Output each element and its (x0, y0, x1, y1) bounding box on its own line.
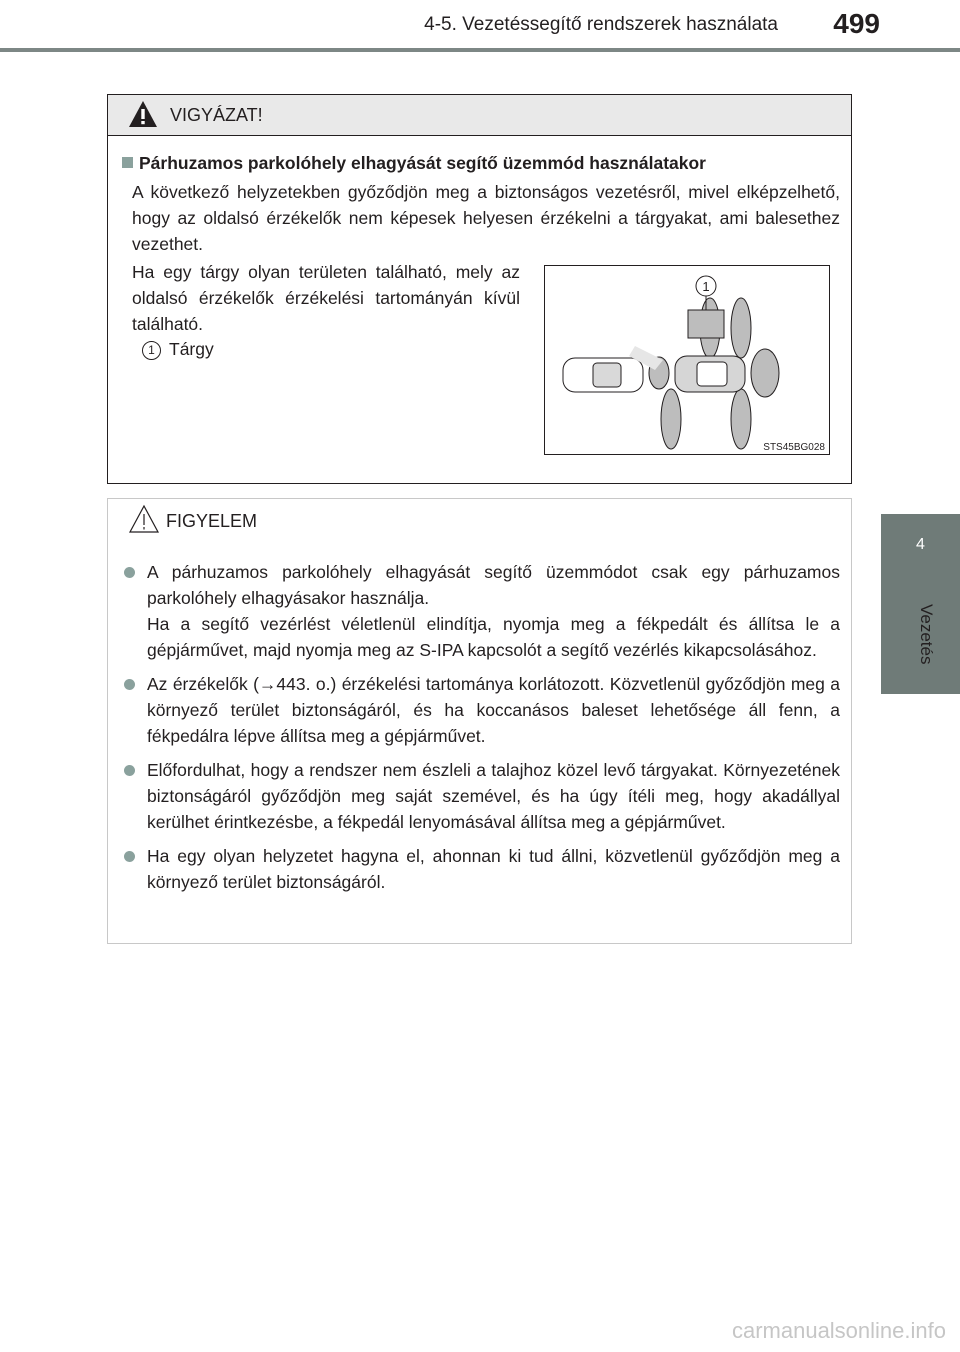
notice-box (107, 498, 852, 944)
bullet-icon (124, 765, 135, 776)
bullet-icon (124, 679, 135, 690)
warning-subheading: Párhuzamos parkolóhely elhagyását segítő üzemmód használatakor (122, 153, 706, 174)
figure-legend (142, 339, 214, 360)
warning-paragraph: A következő helyzetekben győződjön meg a biztonságos vezetésről, mivel elképzelhető, hogy az oldalsó érzékelők nem képesek helyesen érzékelni a tárgyakat, ami balesethez vezethet. (132, 182, 840, 254)
figure-code: STS45BG028 (763, 442, 825, 453)
caution-triangle-icon (128, 504, 160, 534)
notice-list (122, 559, 840, 903)
notice-text: Az érzékelők (→443. o.) érzékelési tartománya korlátozott. Közvetlenül győződjön meg a környező terület biztonságáról, és ha koccanásos baleset lehetősége áll fenn, a fékpedálra lépve állítsa meg a gépjárművet. (147, 674, 840, 746)
warning-title: VIGYÁZAT! (170, 105, 263, 125)
warning-box (107, 94, 852, 484)
parking-scene-image (545, 266, 829, 454)
legend-number: 1 (142, 341, 161, 360)
parking-illustration (544, 265, 830, 455)
figure-callout: 1 (702, 279, 710, 294)
notice-item (122, 671, 840, 749)
notice-text: Előfordulhat, hogy a rendszer nem észleli a talajhoz közel levő tárgyakat. Környezetének biztonságáról győződjön meg saját szemével, és ha úgy ítéli meg, hogy akadállyal kerülhet érintkezésbe, a fékpedál lenyomásával állítsa meg a gépjárművet. (147, 760, 840, 832)
warning-triangle-icon (128, 100, 158, 128)
notice-text: Ha egy olyan helyzetet hagyna el, ahonnan ki tud állni, közvetlenül győződjön meg a környező terület biztonságáról. (147, 846, 840, 892)
warning-paragraph-2: Ha egy tárgy olyan területen található, mely az oldalsó érzékelők érzékelési tartományán kívül található. (132, 262, 520, 334)
page-number: 499 (833, 8, 880, 39)
bullet-icon (124, 851, 135, 862)
chapter-label: Vezetés (917, 604, 936, 665)
chapter-number: 4 (916, 536, 925, 553)
notice-item (122, 757, 840, 835)
warning-header (108, 95, 851, 136)
notice-text: Ha a segítő vezérlést véletlenül elindítja, nyomja meg a fékpedált és állítsa le a gépjárművet, majd nyomja meg az S-IPA kapcsolót a segítő vezérlés kikapcsolásához. (147, 614, 840, 660)
bullet-icon (124, 567, 135, 578)
notice-text: A párhuzamos parkolóhely elhagyását segítő üzemmódot csak egy párhuzamos parkolóhely elhagyásakor használja. (147, 562, 840, 608)
watermark: carmanualsonline.info (731, 1318, 946, 1343)
section-title: 4-5. Vezetéssegítő rendszerek használata (424, 14, 778, 35)
notice-item (122, 559, 840, 663)
legend-text: Tárgy (169, 339, 214, 359)
notice-header (108, 499, 851, 539)
header-rule (0, 48, 960, 52)
square-bullet-icon (122, 157, 133, 168)
notice-title: FIGYELEM (166, 511, 258, 531)
notice-item (122, 843, 840, 895)
